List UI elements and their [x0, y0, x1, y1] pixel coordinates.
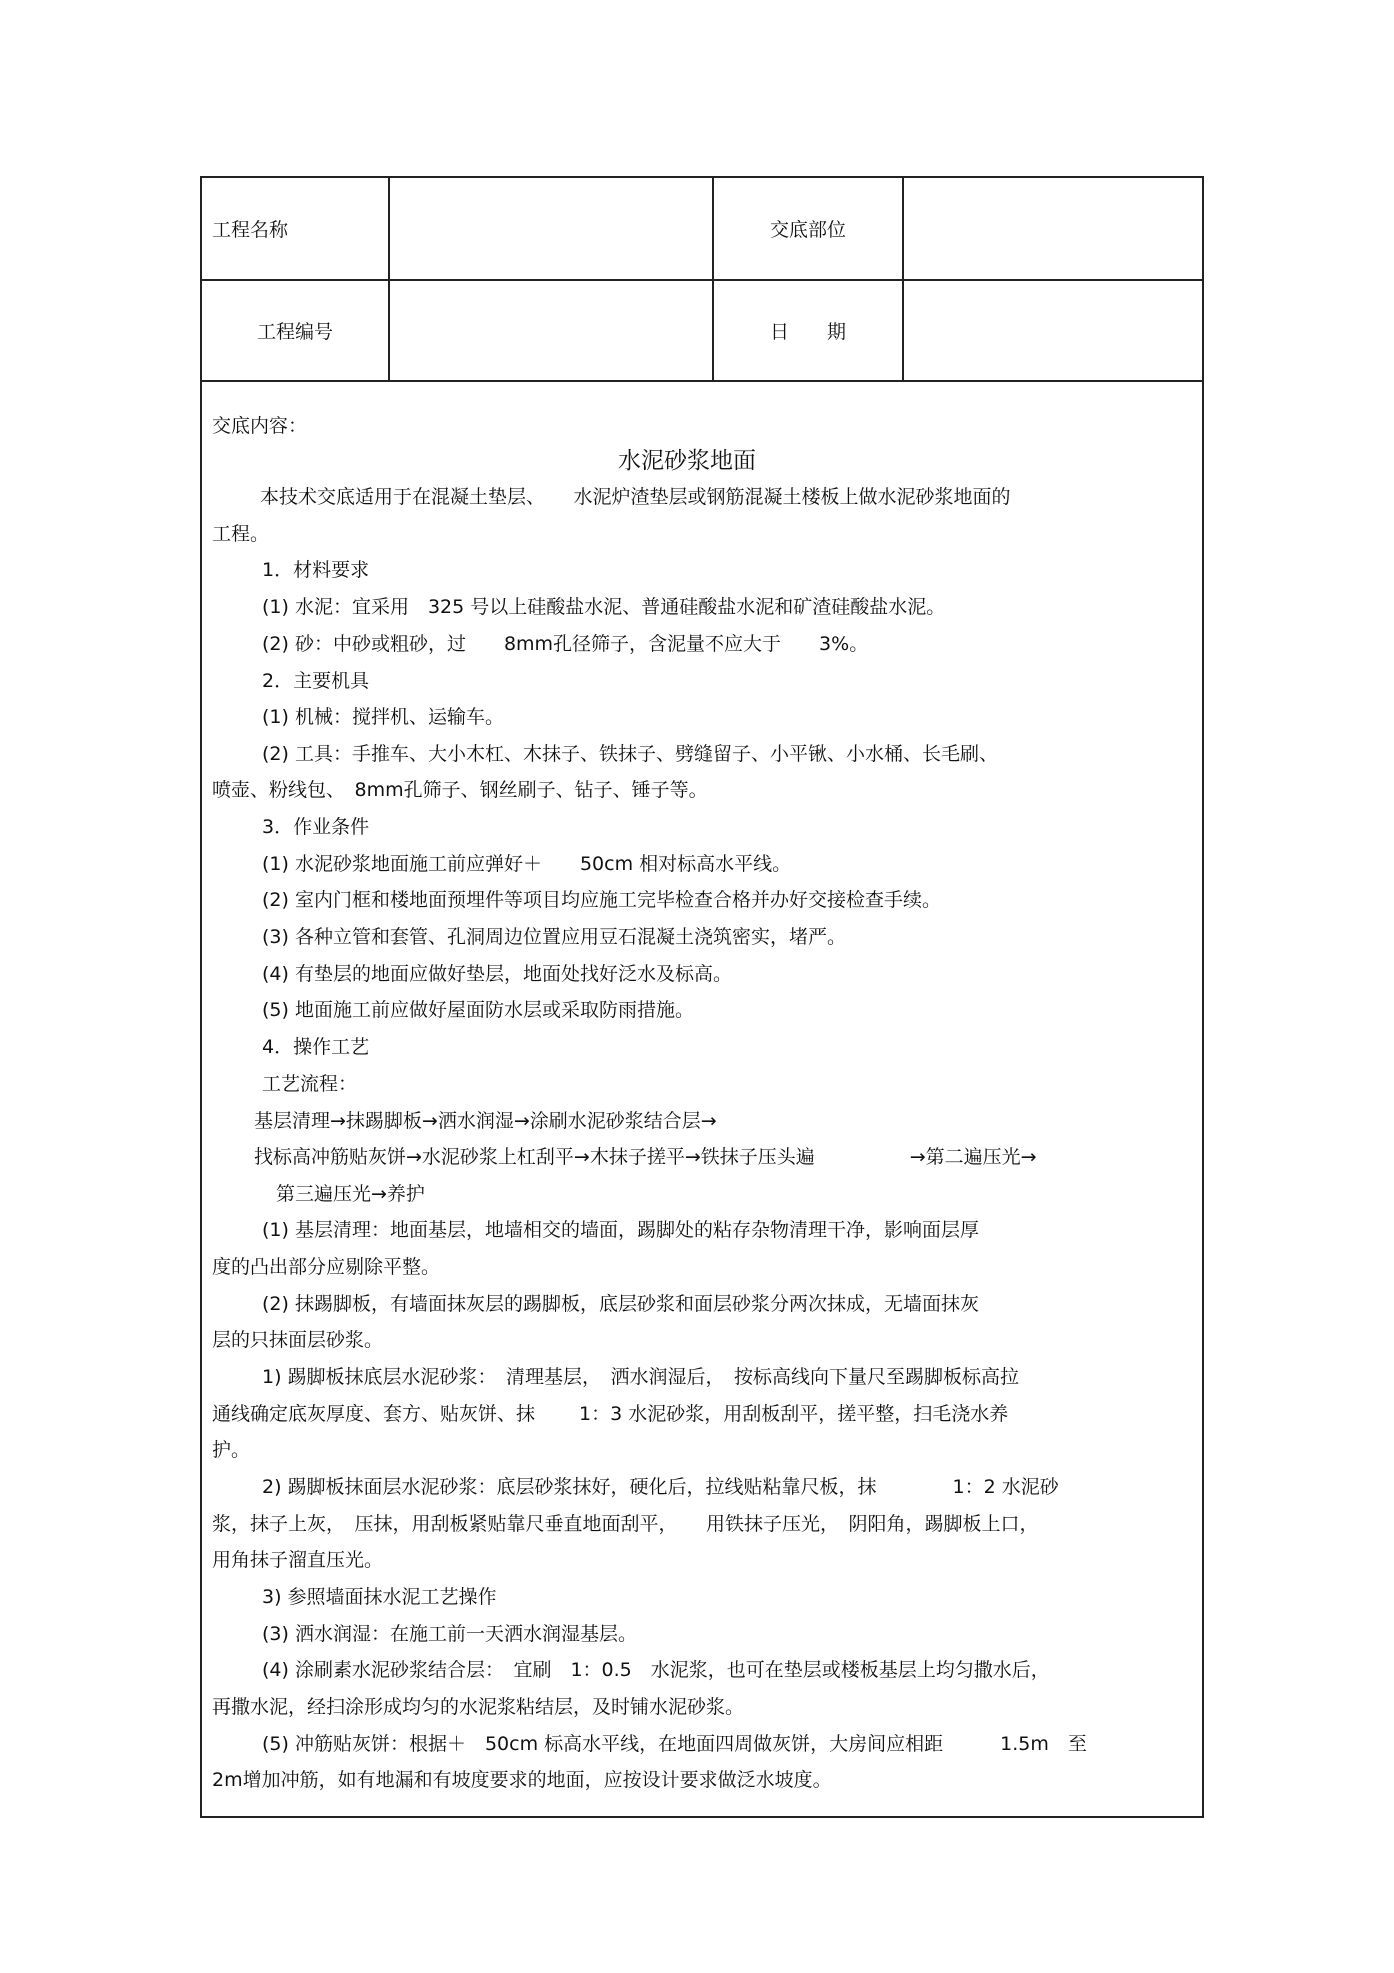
date-label: 日 期	[769, 321, 846, 343]
body-line: (1) 基层清理：地面基层，地墙相交的墙面，踢脚处的粘存杂物清理干净，影响面层厚	[262, 1219, 979, 1241]
project-no-label: 工程编号	[256, 321, 333, 343]
header-row-2	[202, 281, 1202, 382]
body-line: (2) 砂：中砂或粗砂，过 8mm孔径筛子，含泥量不应大于 3%。	[262, 633, 869, 655]
part-value-cell[interactable]	[904, 178, 1202, 279]
body-line: 工程。	[212, 523, 270, 545]
body-line: 层的只抹面层砂浆。	[212, 1329, 384, 1351]
body-line: 2) 踢脚板抹面层水泥砂浆：底层砂浆抹好，硬化后，拉线贴粘靠尺板，抹 1：2 水泥砂	[262, 1476, 1059, 1498]
project-name-label: 工程名称	[212, 219, 289, 241]
body-line: 喷壶、粉线包、 8mm孔筛子、钢丝刷子、钻子、锤子等。	[212, 779, 708, 801]
project-no-label-cell	[202, 281, 390, 380]
body-line: (2) 抹踢脚板，有墙面抹灰层的踢脚板，底层砂浆和面层砂浆分两次抹成，无墙面抹灰	[262, 1293, 979, 1315]
header-row-1	[202, 178, 1202, 281]
body-line: (2) 室内门框和楼地面预埋件等项目均应施工完毕检查合格并办好交接检查手续。	[262, 889, 941, 911]
disclosure-form	[200, 176, 1204, 1818]
body-line: (5) 地面施工前应做好屋面防水层或采取防雨措施。	[262, 999, 694, 1021]
body-line: (1) 水泥砂浆地面施工前应弹好＋ 50cm 相对标高水平线。	[262, 853, 792, 875]
body-line: (2) 工具：手推车、大小木杠、木抹子、铁抹子、劈缝留子、小平锹、小水桶、长毛刷、	[262, 743, 998, 765]
part-label-cell	[714, 178, 904, 279]
body-line: 浆，抹子上灰， 压抹，用刮板紧贴靠尺垂直地面刮平， 用铁抹子压光， 阴阳角，踢脚板上口，	[212, 1513, 1039, 1535]
project-no-value-cell[interactable]	[390, 281, 714, 380]
body-line: 用角抹子溜直压光。	[212, 1549, 384, 1571]
body-line: 第三遍压光→养护	[276, 1183, 425, 1205]
document-title: 水泥砂浆地面	[618, 448, 756, 474]
disclosure-content	[202, 382, 1202, 1818]
body-line: 基层清理→抹踢脚板→洒水润湿→涂刷水泥砂浆结合层→	[254, 1110, 717, 1132]
body-line: 本技术交底适用于在混凝土垫层、 水泥炉渣垫层或钢筋混凝土楼板上做水泥砂浆地面的	[260, 486, 1011, 508]
body-line: 找标高冲筋贴灰饼→水泥砂浆上杠刮平→木抹子搓平→铁抹子压头遍 →第二遍压光→	[254, 1146, 1037, 1168]
body-line: 1) 踢脚板抹底层水泥砂浆： 清理基层， 洒水润湿后， 按标高线向下量尺至踢脚板标高拉	[262, 1366, 1020, 1388]
body-line: 3．作业条件	[262, 816, 370, 838]
body-line: 工艺流程：	[262, 1073, 358, 1095]
body-line: 护。	[212, 1439, 251, 1461]
body-line: 度的凸出部分应剔除平整。	[212, 1256, 441, 1278]
part-label: 交底部位	[769, 219, 846, 241]
body-line: 4．操作工艺	[262, 1036, 370, 1058]
date-label-cell	[714, 281, 904, 380]
body-line: 2m增加冲筋，如有地漏和有坡度要求的地面，应按设计要求做泛水坡度。	[212, 1769, 832, 1791]
body-line: 再撒水泥，经扫涂形成均匀的水泥浆粘结层，及时铺水泥砂浆。	[212, 1696, 745, 1718]
body-line: (3) 各种立管和套管、孔洞周边位置应用豆石混凝土浇筑密实，堵严。	[262, 926, 846, 948]
body-line: (5) 冲筋贴灰饼：根据＋ 50cm 标高水平线，在地面四周做灰饼，大房间应相距 1.5m 至	[262, 1733, 1087, 1755]
body-line: 通线确定底灰厚度、套方、贴灰饼、抹 1：3 水泥砂浆，用刮板刮平，搓平整，扫毛浇水养	[212, 1403, 1009, 1425]
body-line: 1．材料要求	[262, 559, 370, 581]
body-line: (3) 洒水润湿：在施工前一天洒水润湿基层。	[262, 1623, 637, 1645]
body-line: 3) 参照墙面抹水泥工艺操作	[262, 1586, 497, 1608]
body-line: (4) 涂刷素水泥砂浆结合层： 宜刷 1：0.5 水泥浆，也可在垫层或楼板基层上均匀撒水后，	[262, 1659, 1050, 1681]
project-name-label-cell	[202, 178, 390, 279]
project-name-value-cell[interactable]	[390, 178, 714, 279]
body-line: 2．主要机具	[262, 670, 370, 692]
date-value-cell[interactable]	[904, 281, 1202, 380]
body-line: (1) 水泥：宜采用 325 号以上硅酸盐水泥、普通硅酸盐水泥和矿渣硅酸盐水泥。	[262, 596, 946, 618]
body-line: (1) 机械：搅拌机、运输车。	[262, 706, 504, 728]
section-label: 交底内容：	[212, 415, 308, 437]
body-line: (4) 有垫层的地面应做好垫层，地面处找好泛水及标高。	[262, 963, 732, 985]
